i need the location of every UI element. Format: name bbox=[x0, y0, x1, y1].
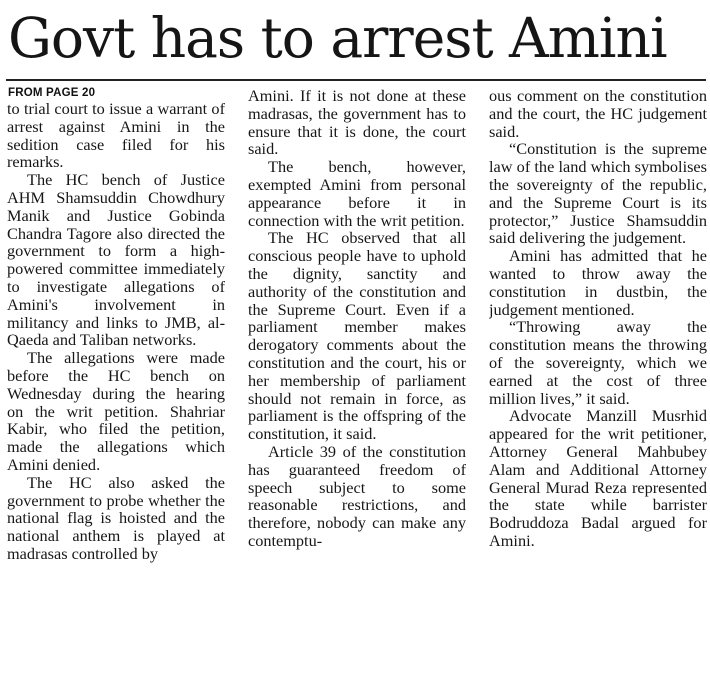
column-2 bbox=[248, 87, 466, 679]
paragraph-continuation: Amini. If it is not done at these madrasas, the government has to ensure that it is done, the court said. bbox=[248, 87, 466, 159]
column-3 bbox=[489, 87, 707, 679]
paragraph: “Constitution is the supreme law of the land which symbolises the sovereignty of the republic, and the Supreme Court is its protector,” Justice Shamsuddin said delivering the judgement. bbox=[489, 139, 707, 248]
paragraph: Amini has admitted that he wanted to throw away the constitution in dustbin, the judgement mentioned. bbox=[489, 246, 707, 319]
paragraph: Advocate Manzill Musrhid appeared for the writ petitioner, Attorney General Mahbubey Alam and Additional Attorney General Murad Reza represented the state while barrister Bodruddoza Badal argued for Amini. bbox=[489, 406, 707, 550]
headline: Govt has to arrest Amini bbox=[8, 6, 667, 70]
paragraph-continued: Article 39 of the constitution has guaranteed freedom of speech subject to some reasonable restrictions, and therefore, nobody can make any contemptu- bbox=[248, 441, 466, 550]
paragraph-continued: The HC also asked the government to probe whether the national flag is hoisted and the national anthem is played at madrasas controlled by bbox=[7, 472, 225, 563]
headline-rule bbox=[6, 79, 706, 81]
paragraph: to trial court to issue a warrant of arrest against Amini in the sedition case filed for his remarks. bbox=[7, 99, 225, 172]
paragraph: The HC bench of Justice AHM Shamsuddin Chowdhury Manik and Justice Gobinda Chandra Tagore also directed the government to form a high-powered committee immediately to investigate allegations of Amini's involvement in militancy and links to JMB, al-Qaeda and Taliban networks. bbox=[7, 170, 225, 350]
column-1 bbox=[7, 86, 225, 678]
paragraph: “Throwing away the constitution means the throwing of the sovereignty, which we earned at the cost of three million lives,” it said. bbox=[489, 317, 707, 408]
paragraph-continuation: ous comment on the constitution and the court, the HC judgement said. bbox=[489, 87, 707, 141]
paragraph: The HC observed that all conscious people have to uphold the dignity, sanctity and authority of the constitution and the Supreme Court. Even if a parliament member makes derogatory comments about the constitution and the court, his or her membership of parliament should not remain in force, as parliament is the offspring of the constitution, it said. bbox=[248, 228, 466, 444]
paragraph: The allegations were made before the HC bench on Wednesday during the hearing on the writ petition. Shahriar Kabir, who filed the petition, made the allegations which Amini denied. bbox=[7, 348, 225, 474]
paragraph: The bench, however, exempted Amini from personal appearance before it in connection with the writ petition. bbox=[248, 157, 466, 230]
jump-label: FROM PAGE 20 bbox=[8, 87, 96, 99]
